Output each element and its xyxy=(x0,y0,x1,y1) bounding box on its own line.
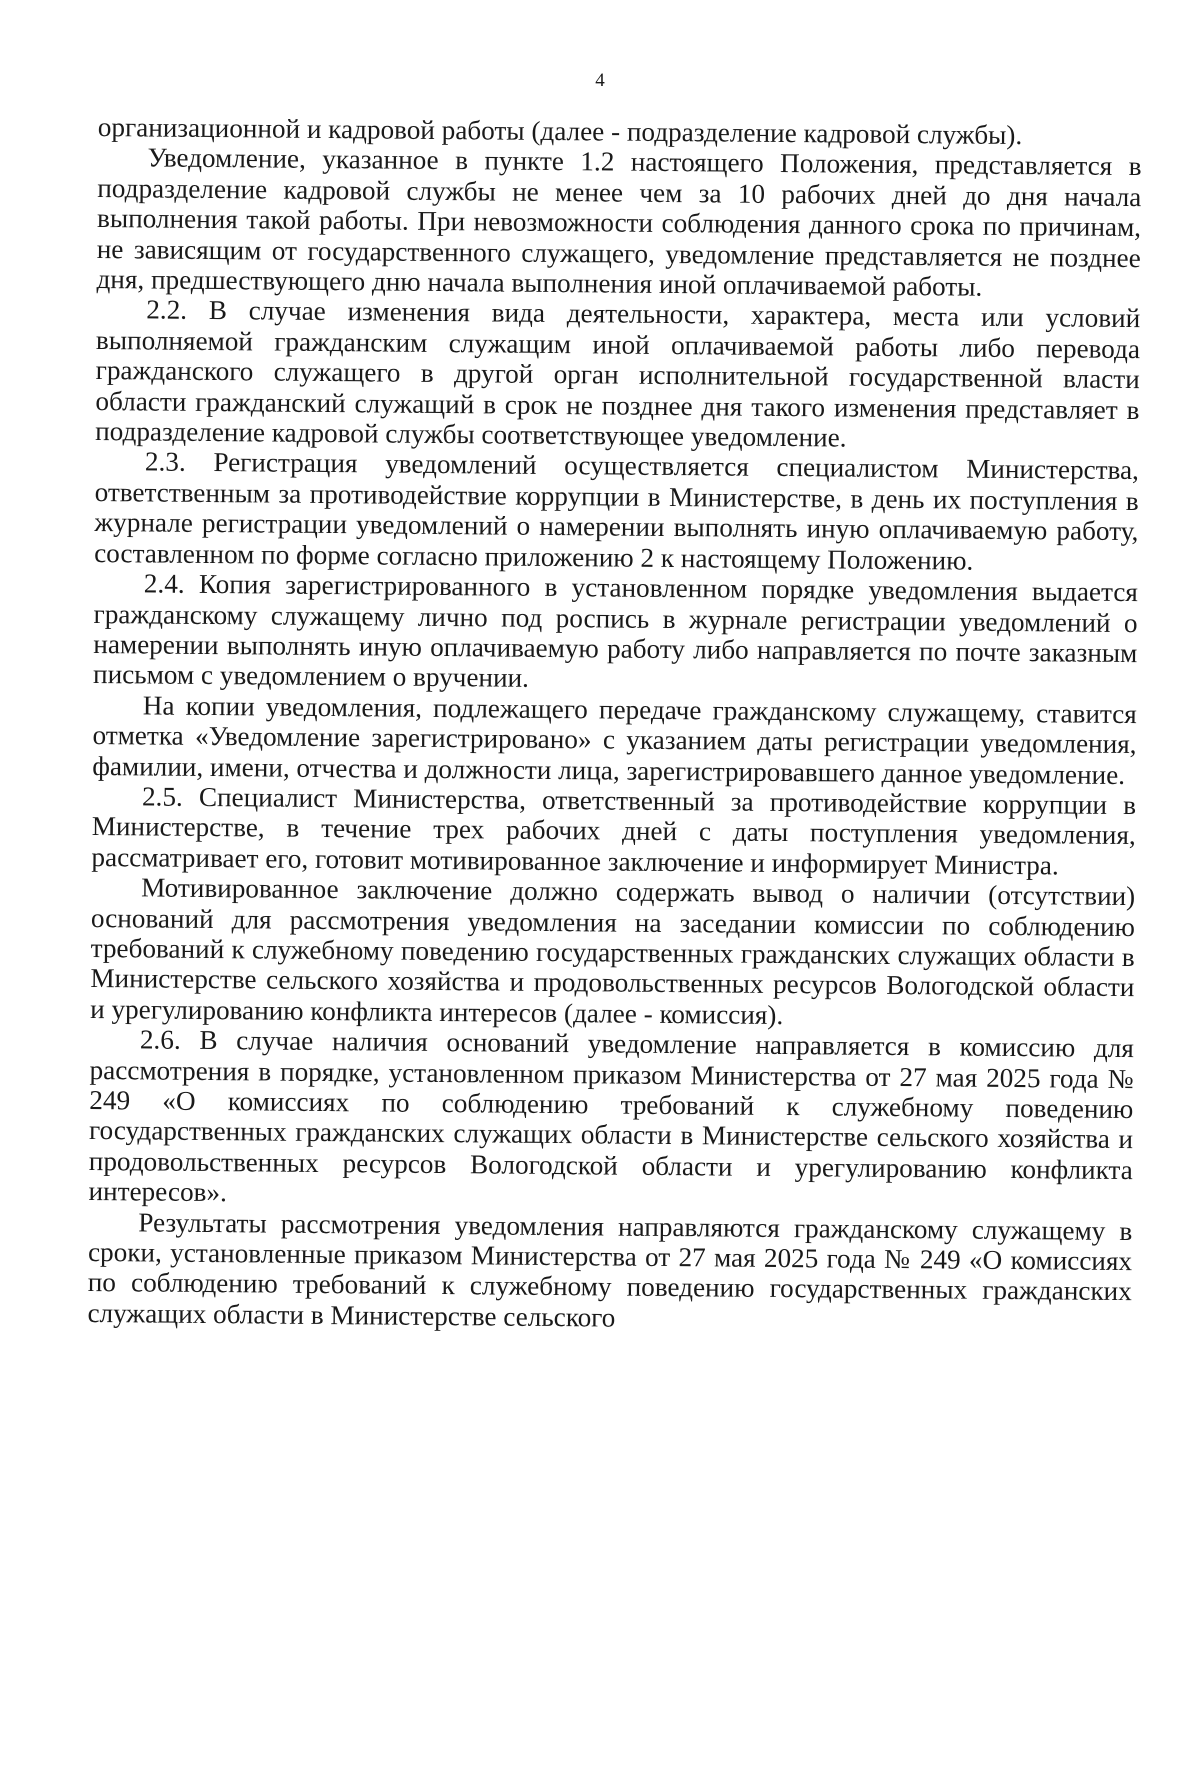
paragraph-2-6: 2.6. В случае наличия оснований уведомление направляется в комиссию для рассмотрения в порядке, установленном приказом Министерства от 27 мая 2025 года № 249 «О комиссиях по соблюдению требований к служебному поведению государственных гражданских служащих области в Министерстве сельского хозяйства и продовольственных ресурсов Вологодской области и урегулированию конфликта интересов». xyxy=(88,1024,1134,1208)
paragraph-continuation: организационной и кадровой работы (далее - подразделение кадровой службы). xyxy=(97,112,1023,151)
paragraph-2-3: 2.3. Регистрация уведомлений осуществляется специалистом Министерства, ответственным за противодействие коррупции в Министерстве, в день их поступления в журнале регистрации уведомлений о намерении выполнять иную оплачиваемую работу, составленном по форме согласно приложению 2 к настоящему Положению. xyxy=(94,446,1140,576)
paragraph-2-2: 2.2. В случае изменения вида деятельности, характера, места или условий выполняемой гражданским служащим иной оплачиваемой работы либо перевода гражданского служащего в другой орган исполнительной государственной власти области гражданский служащий в срок не позднее дня такого изменения представляет в подразделение кадровой службы соответствующее уведомление. xyxy=(95,294,1141,453)
document-body xyxy=(87,112,1142,1337)
page-number: 4 xyxy=(595,70,605,91)
paragraph-notification-deadline: Уведомление, указанное в пункте 1.2 настоящего Положения, представляется в подразделение кадровой службы не менее чем за 10 рабочих дней до дня начала выполнения такой работы. При невозможности соблюдения данного срока по причинам, не зависящим от государственного служащего, уведомление представляется не позднее дня, предшествующего дню начала выполнения иной оплачиваемой работы. xyxy=(96,142,1142,302)
paragraph-motivated-conclusion: Мотивированное заключение должно содержать вывод о наличии (отсутствии) оснований для рассмотрения уведомления на заседании комиссии по соблюдению требований к служебному поведению государственных гражданских служащих области в Министерстве сельского хозяйства и продовольственных ресурсов Вологодской области и урегулированию конфликта интересов (далее - комиссия). xyxy=(90,872,1136,1030)
paragraph-copy-mark: На копии уведомления, подлежащего передаче гражданскому служащему, ставится отметка «Уведомление зарегистрировано» с указанием даты регистрации уведомления, фамилии, имени, отчества и должности лица, зарегистрировавшего данное уведомление. xyxy=(92,690,1137,790)
paragraph-review-results: Результаты рассмотрения уведомления направляются гражданскому служащему в сроки, установленные приказом Министерства от 27 мая 2025 года № 249 «О комиссиях по соблюдению требований к служебному поведению государственных гражданских служащих области в Министерстве сельского xyxy=(87,1207,1133,1333)
paragraph-2-4: 2.4. Копия зарегистрированного в установленном порядке уведомления выдается гражданскому служащему лично под роспись в журнале регистрации уведомлений о намерении выполнять иную оплачиваемую работу либо направляется по почте заказным письмом с уведомлением о вручении. xyxy=(92,568,1138,694)
paragraph-2-5: 2.5. Специалист Министерства, ответственный за противодействие коррупции в Министерстве, в течение трех рабочих дней с даты поступления уведомления, рассматривает его, готовит мотивированное заключение и информирует Министра. xyxy=(91,781,1137,881)
